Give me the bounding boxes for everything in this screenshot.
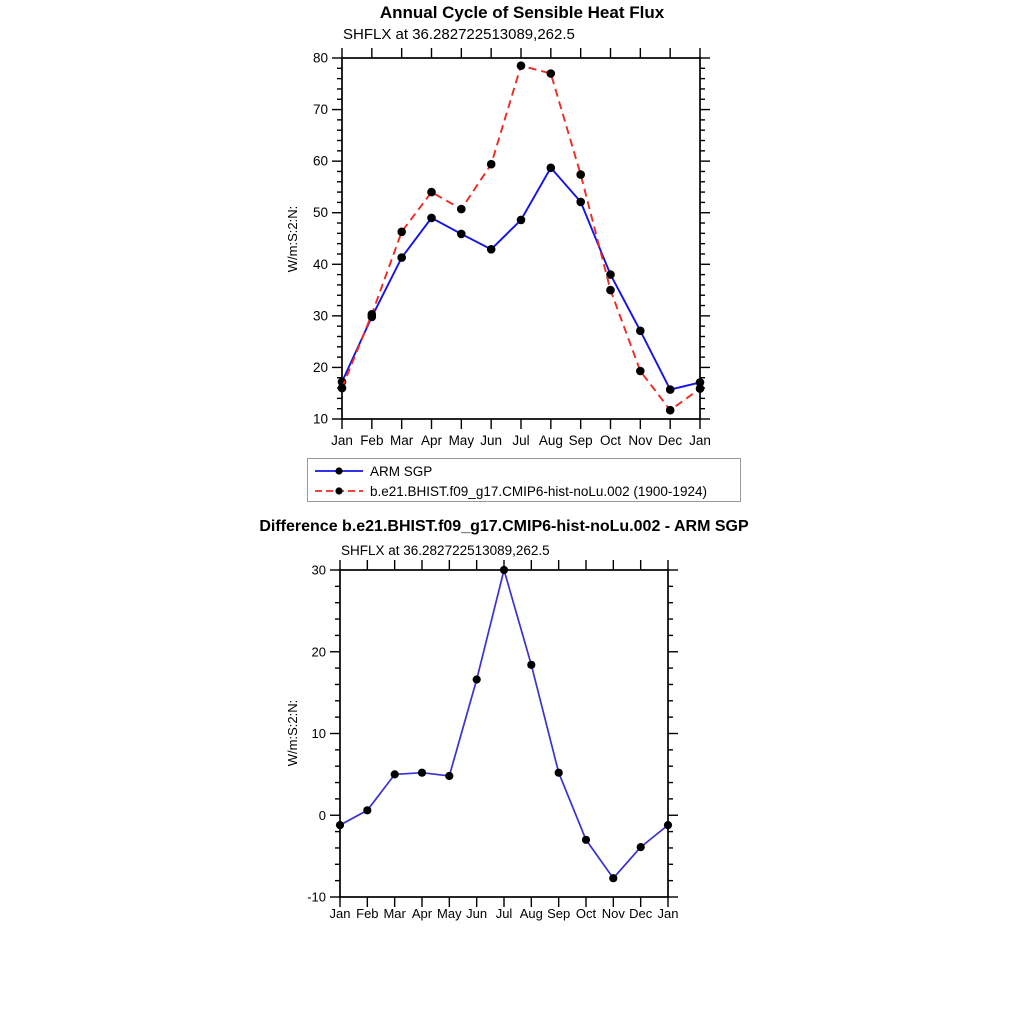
y-tick-label: 10 (311, 726, 326, 741)
data-point-marker (473, 675, 481, 683)
data-point-marker (547, 164, 556, 173)
y-tick-label: 10 (312, 411, 328, 427)
data-point-marker (368, 310, 377, 319)
x-tick-label: Apr (420, 433, 443, 448)
data-point-marker (457, 205, 466, 214)
data-point-marker (555, 769, 563, 777)
x-tick-label: Sep (547, 906, 571, 921)
arm-sgp-line (342, 168, 700, 390)
legend-label-arm-sgp: ARM SGP (370, 463, 433, 479)
data-point-marker (427, 214, 436, 223)
x-tick-label: Oct (599, 433, 622, 448)
x-tick-label: May (437, 906, 462, 921)
y-tick-label: -10 (307, 889, 326, 905)
y-tick-label: 50 (312, 205, 328, 221)
y-tick-label: 70 (312, 102, 328, 118)
data-point-marker (664, 821, 672, 829)
y-tick-label: 40 (312, 256, 328, 272)
data-point-marker (606, 286, 615, 295)
data-point-marker (666, 406, 675, 415)
data-point-marker (636, 327, 645, 336)
x-tick-label: Nov (628, 433, 653, 448)
model-line (342, 66, 700, 411)
x-tick-label: Jan (329, 906, 351, 921)
top-chart (313, 48, 711, 448)
y-tick-label: 30 (311, 562, 326, 578)
data-point-marker (427, 188, 436, 197)
data-point-marker (336, 821, 344, 829)
bottom-chart-y-axis-label: W/m:S:2:N: (285, 699, 300, 767)
bottom-chart-title: Difference b.e21.BHIST.f09_g17.CMIP6-hist-noLu.002 - ARM SGP (259, 518, 749, 535)
x-tick-label: Dec (658, 433, 683, 448)
difference-line (340, 570, 668, 878)
y-tick-label: 80 (312, 50, 328, 66)
x-tick-label: Oct (575, 906, 597, 921)
data-point-marker (637, 843, 645, 851)
data-point-marker (517, 216, 526, 225)
data-point-marker (609, 874, 617, 882)
x-tick-label: Jun (480, 433, 503, 448)
data-point-marker (487, 160, 496, 169)
data-point-marker (363, 806, 371, 814)
x-tick-label: Mar (383, 906, 406, 921)
legend-marker-icon (335, 487, 342, 494)
y-tick-label: 30 (312, 308, 328, 324)
data-point-marker (457, 230, 466, 239)
x-tick-label: Jan (657, 906, 679, 921)
data-point-marker (636, 367, 645, 376)
x-tick-label: Aug (538, 433, 563, 448)
data-point-marker (576, 198, 585, 207)
x-tick-label: Jun (466, 906, 488, 921)
data-point-marker (445, 772, 453, 780)
data-point-marker (500, 566, 508, 574)
data-point-marker (666, 385, 675, 394)
legend-marker-icon (335, 467, 342, 474)
data-point-marker (547, 69, 556, 78)
data-point-marker (527, 661, 535, 669)
x-tick-label: Mar (390, 433, 414, 448)
data-point-marker (418, 769, 426, 777)
legend-solid-line-sample (313, 464, 365, 478)
top-chart-subtitle: SHFLX at 36.282722513089,262.5 (343, 26, 575, 43)
data-point-marker (582, 836, 590, 844)
y-tick-label: 20 (312, 359, 328, 375)
plot-frame (340, 570, 668, 897)
data-point-marker (517, 61, 526, 70)
x-tick-label: Apr (411, 906, 433, 921)
top-chart-y-axis-label: W/m:S:2:N: (285, 205, 300, 273)
bottom-chart-subtitle: SHFLX at 36.282722513089,262.5 (341, 543, 550, 558)
x-tick-label: Sep (568, 433, 593, 448)
plot-frame (342, 58, 700, 419)
x-tick-label: Feb (356, 906, 379, 921)
legend-dashed-line-sample (313, 484, 365, 498)
legend-label-model: b.e21.BHIST.f09_g17.CMIP6-hist-noLu.002 (1900-1924) (370, 483, 707, 499)
y-tick-label: 0 (318, 807, 326, 823)
x-tick-label: Dec (629, 906, 653, 921)
x-tick-label: Jul (495, 906, 513, 921)
bottom-chart (307, 560, 678, 921)
legend-entry-arm-sgp (313, 461, 432, 481)
y-tick-label: 20 (311, 644, 326, 660)
x-tick-label: Nov (601, 906, 625, 921)
legend-entry-model (313, 481, 707, 501)
x-tick-label: Jan (689, 433, 711, 448)
y-tick-label: 60 (312, 153, 328, 169)
data-point-marker (487, 245, 496, 254)
data-point-marker (696, 384, 705, 393)
data-point-marker (391, 770, 399, 778)
legend-box (307, 458, 741, 502)
x-tick-label: Feb (360, 433, 384, 448)
data-point-marker (397, 228, 406, 237)
top-chart-title: Annual Cycle of Sensible Heat Flux (379, 3, 665, 22)
x-tick-label: Aug (519, 906, 543, 921)
x-tick-label: May (448, 433, 475, 448)
data-point-marker (576, 170, 585, 179)
x-tick-label: Jul (512, 433, 530, 448)
data-point-marker (397, 253, 406, 262)
data-point-marker (338, 384, 347, 393)
x-tick-label: Jan (331, 433, 353, 448)
